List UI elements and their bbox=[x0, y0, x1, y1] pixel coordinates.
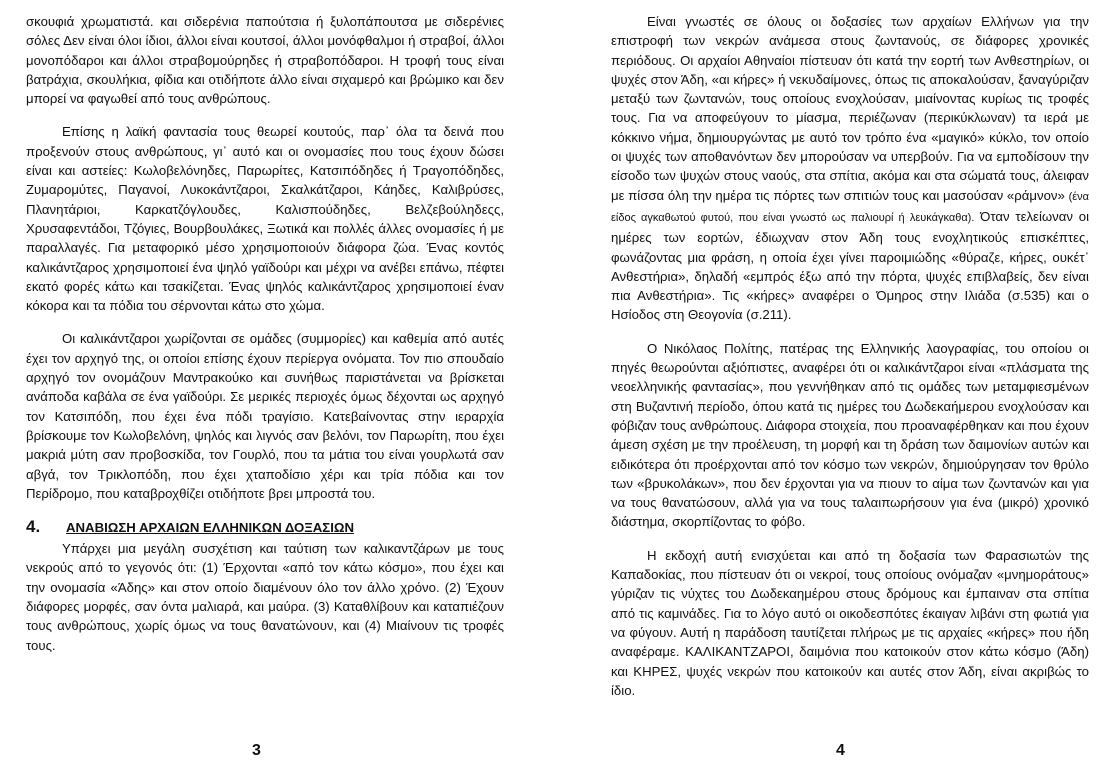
left-paragraph-4: Υπάρχει μια μεγάλη συσχέτιση και ταύτιση των καλικαντζάρων με τους νεκρούς από το γεγονός ότι: (1) Έρχονται «από τον κάτω κόσμο», που έχει και την ονομασία «Άδης» και στον οποίο διαμένουν όλο τον άλλο χρόνο. (2) Έχουν διάφορες μορφές, σαν όντα μαλιαρά, και μαύρα. (3) Καταθλίβουν και καταπιέζουν τους ανθρώπους, χωρίς όμως να τους θανατώνουν, και (4) Μιαίνουν τις τροφές τους. bbox=[26, 541, 504, 653]
left-paragraph-2: Επίσης η λαϊκή φαντασία τους θεωρεί κουτούς, παρ᾽ όλα τα δεινά που προξενούν στους ανθρώπους, γι᾽ αυτό και οι ονομασίες που τους έχουν δώσει είναι και αστείες: Κωλοβελόνηδες, Παρωρίτες, Κατσιπόδηδες ή Τραγοπόδηδες, Ζυμαρομύτες, Παγανοί, Λυκοκάντζαροι, Σκαλκάτζαροι, Κάηδες, Καλιβρύσες, Πλανητάριοι, Καρκατζόγλουδες, Καλισπούδηδες, Βελζεβούληδεςς, Χρυσαφεντάδοι, Τζόγιες, Βουρβουλάκες, Ξωτικά και πολλές άλλες ονομασίες ή με παραλλαγές. Για μεταφορικό μέσο χρησιμοποιούν διάφορα ζώα. Ένας κοντός καλικάντζαρος χρησιμοποιεί ένα ψηλό γαϊδούρι και μέχρι να ανέβει επάνω, πέφτει εκατό φορές κάτω και τσακίζεται. Ένας ψηλός καλικάντζαρος χρησιμοποιεί έναν κόκορα και τα πόδια του σέρνονται κάτω στο χώμα. bbox=[26, 124, 504, 314]
left-paragraph-3: Οι καλικάντζαροι χωρίζονται σε ομάδες (συμμορίες) και καθεμία από αυτές έχει τον αρχηγό της, οι οποίοι επίσης έχουν περίεργα ονόματα. Τον πιο σπουδαίο αρχηγό τον ονομάζουν Μαντρακούκο και συνήθως παριστάνεται να βρίσκεται ανάποδα καβάλα σε ένα γαϊδούρι. Σε μερικές περιοχές όμως δέχονται ως αρχηγό τον Κατσιπόδη, που έχει ένα πόδι τραγίσιο. Κατεβαίνοντας στην ιεραρχία βρίσκουμε τον Κωλοβελόνη, ψηλός και λιγνός σαν βελόνι, τον Παρωρίτη, που έχει μακριά μύτη σαν προβοσκίδα, τον Γουρλό, που τα μάτια του είναι γουρλωτά σαν αβγά, τον Τρικλοπόδη, που έχει χταποδίσιο χέρι και τρία πόδια και τον Περίδρομο, που καταβροχθίζει οτιδήποτε βρει μπροστά του. bbox=[26, 331, 504, 501]
right-paragraph-1-text: Είναι γνωστές σε όλους οι δοξασίες των αρχαίων Ελλήνων για την επιστροφή των νεκρών ανάμεσα στους ζωντανούς, σε διάφορες χρονικές περιόδους. Οι αρχαίοι Αθηναίοι πίστευαν ότι κατά την εορτή των Ανθεστηρίων, οι ψυχές στον Άδη, «αι κήρες» ή νεκυδαίμονες, όπως τις αποκαλούσαν, ξαναγύριζαν μεταξύ των ζωντανών, τους οποίους ενοχλούσαν, μιαίνοντας κυρίως τις τροφές τους. Για να αποφεύγουν το μίασμα, περιέζωναν (περικύκλωναν) τα ιερά με κόκκινο νήμα, δημιουργώντας με αυτό τον τρόπο ένα «μαγικό» κύκλο, τον οποίο οι ψυχές των αποθανόντων δεν μπορούσαν να υπερβούν. Για να εμποδίσουν την είσοδο των ψυχών στους ναούς, στα σπίτια, ακόμα και στα σώματά τους, άλειφαν με πίσσα όλη την ημέρα τις πόρτες των σπιτιών τους και μασούσαν «ράμνον» bbox=[611, 14, 1089, 203]
section-title: ΑΝΑΒΙΩΣΗ ΑΡΧΑΙΩΝ ΕΛΛΗΝΙΚΩΝ ΔΟΞΑΣΙΩΝ bbox=[66, 520, 354, 536]
right-paragraph-1 bbox=[611, 12, 1089, 325]
right-paragraph-1-rest: Όταν τελείωναν οι ημέρες των εορτών, έδιωχναν στον Άδη τους ενοχλητικούς επισκέπτες, φωνάζοντας μια φράση, η οποία έχει γίνει παροιμιώδης «θύραζε, κήρες, ουκέτ᾽ Ανθεστήρια», δηλαδή «εμπρός έξω από την πόρτα, ψυχές επιβλαβείς, δεν είναι πια Ανθεστήρια». Τις «κήρες» αναφέρει ο Όμηρος στην Ιλιάδα (σ.535) και ο Ησίοδος στη Θεογονία (σ.211). bbox=[611, 208, 1089, 323]
section-number: 4. bbox=[26, 517, 41, 537]
left-paragraph-1: σκουφιά χρωματιστά. και σιδερένια παπούτσια ή ξυλοπάπουτσα με σιδερένιες σόλες Δεν είναι όλοι ίδιοι, άλλοι είναι κουτσοί, άλλοι μονόφθαλμοι ή στραβοί, άλλοι μονοπόδαροι και άλλοι στραβομούρηδες ή στραβοπόδαροι. Η τροφή τους είναι βατράχια, σκουλήκια, φίδια και οτιδήποτε άλλο είναι σιχαμερό και βρώμικο και δεν μπορεί να φαγωθεί από τους ανθρώπους. bbox=[26, 14, 504, 107]
right-page bbox=[611, 12, 1089, 714]
right-paragraph-3: Η εκδοχή αυτή ενισχύεται και από τη δοξασία των Φαρασιωτών της Καπαδοκίας, που πίστευαν ότι οι νεκροί, τους οποίους ονόμαζαν «μνημοράτους» γύριζαν τις νύχτες του Δωδεκαημέρου στους δρόμους και έμπαιναν στα σπίτια από τις καμινάδες. Για το λόγο αυτό οι οικοδεσπότες έκαιγαν λιβάνι στη φωτιά για να φύγουν. Αυτή η παράδοση ταυτίζεται πλήρως με τις αρχαίες «κήρες» που ήδη αναφέραμε. ΚΑΛΙΚΑΝΤΖΑΡΟΙ, δαιμόνια που κατοικούν στον κάτω κόσμο (Άδη) και ΚΗΡΕΣ, ψυχές νεκρών που κατοικούν και αυτές στον Άδη, είναι ακριβώς το ίδιο. bbox=[611, 547, 1089, 698]
left-page bbox=[26, 12, 504, 669]
right-paragraph-2: Ο Νικόλαος Πολίτης, πατέρας της Ελληνικής λαογραφίας, του οποίου οι πηγές θεωρούνται αξιόπιστες, αναφέρει ότι οι καλικάντζαροι είναι «πλάσματα της νεοελληνικής φαντασίας», που γεννήθηκαν από τις ομάδες των μεταμφιεσμένων στη Βυζαντινή περίοδο, όπου κατά τις ημέρες του Δωδεκαήμερου ενοχλούσαν και φόβιζαν τους ανθρώπους. Διάφορα στοιχεία, που προαναφέρθηκαν και που έχουν άμεση σχέση με την προέλευση, τη μορφή και τη δράση των δαιμονίων αυτών και ειδικότερα ότι προέρχονται από τον κόσμο των νεκρών, δημιούργησαν τον θρύλο των «βρυκολάκων», που δεν έρχονται για να πιουν το αίμα των ζωντανών και για να τους θανατώσουν, αλλά για να τους ταλαιπωρήσουν για ένα (μικρό) χρονικό διάστημα, σκορπίζοντας το φόβο. bbox=[611, 340, 1089, 530]
page-number-left: 3 bbox=[252, 742, 261, 759]
section-heading bbox=[26, 517, 504, 537]
right-paragraph-1-note: (ένα είδος αγκαθωτού φυτού, που είναι γνωστό ως παλιουρί ή λευκάγκαθα). bbox=[611, 190, 1089, 224]
page-number-right: 4 bbox=[836, 742, 845, 759]
